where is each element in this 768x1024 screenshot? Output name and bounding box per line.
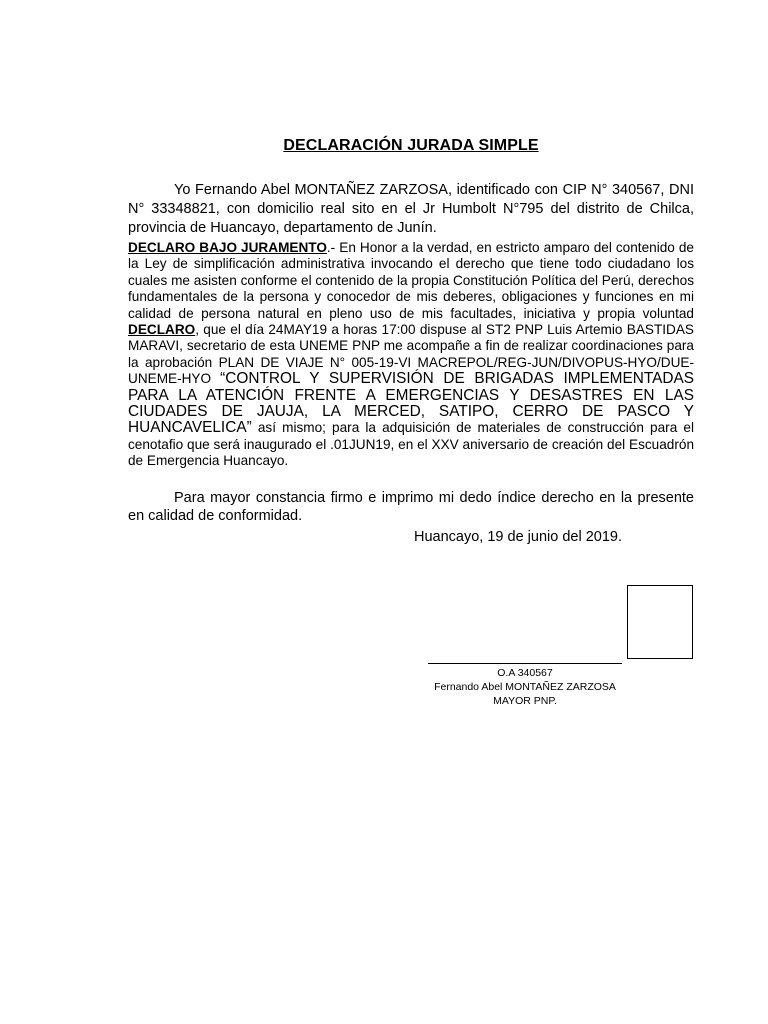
- signature-rank: MAYOR PNP.: [493, 695, 557, 707]
- signature-line: [428, 663, 622, 664]
- plan-title: “CONTROL Y SUPERVISIÓN DE BRIGADAS IMPLEMENTADAS PARA LA ATENCIÓN FRENTE A EMERGENCIAS Y DESASTRES EN LAS CIUDADES DE JAUJA, LA MERCED, SATIPO, CERRO DE PASCO Y HUANCAVELICA”: [128, 370, 695, 437]
- fingerprint-box: [627, 585, 693, 659]
- place-date: Huancayo, 19 de junio del 2019.: [414, 529, 622, 545]
- signature-block: [410, 666, 640, 708]
- signature-name: Fernando Abel MONTAÑEZ ZARZOSA: [434, 681, 616, 693]
- declaration-text-1: .- En Honor a la verdad, en estricto amparo del contenido de la Ley de simplificación administrativa invocando el derecho que tiene todo ciudadano los cuales me asisten conforme el contenido de la propia Constitución Política del Perú, derechos fundamentales de la persona y conocedor de mis deberes, obligaciones y funciones en mi calidad de persona natural en pleno uso de mis facultades, iniciativa y propia voluntad: [128, 240, 694, 321]
- signature-cip: O.A 340567: [497, 667, 553, 679]
- declaration-paragraph: [128, 240, 694, 470]
- conformity-paragraph: Para mayor constancia firmo e imprimo mi dedo índice derecho en la presente en calidad de conformidad.: [128, 490, 694, 524]
- declaration-lead: DECLARO BAJO JURAMENTO: [128, 240, 327, 255]
- declaration-text-3: así mismo; para la adquisición de materiales de construcción para el cenotafio que será inaugurado el .01JUN19, en el XXV aniversario de creación del Escuadrón de Emergencia Huancayo.: [128, 420, 694, 469]
- declaration-text-2: , que el día 24MAY19 a horas 17:00 dispuse al ST2 PNP Luis Artemio BASTIDAS MARAVI, secretario de esta UNEME PNP me acompañe a fin de realizar coordinaciones para la aprobación PLAN DE VIAJE N° 005-19-VI MACREPOL/REG-JUN/DIVOPUS-HYO/DUE-UNEME-HYO: [128, 322, 694, 387]
- identification-paragraph: Yo Fernando Abel MONTAÑEZ ZARZOSA, identificado con CIP N° 340567, DNI N° 33348821, con domicilio real sito en el Jr Humbolt N°795 del distrito de Chilca, provincia de Huancayo, departamento de Junín.: [128, 182, 694, 236]
- document-title: DECLARACIÓN JURADA SIMPLE: [283, 137, 539, 154]
- declaration-keyword: DECLARO: [128, 322, 196, 338]
